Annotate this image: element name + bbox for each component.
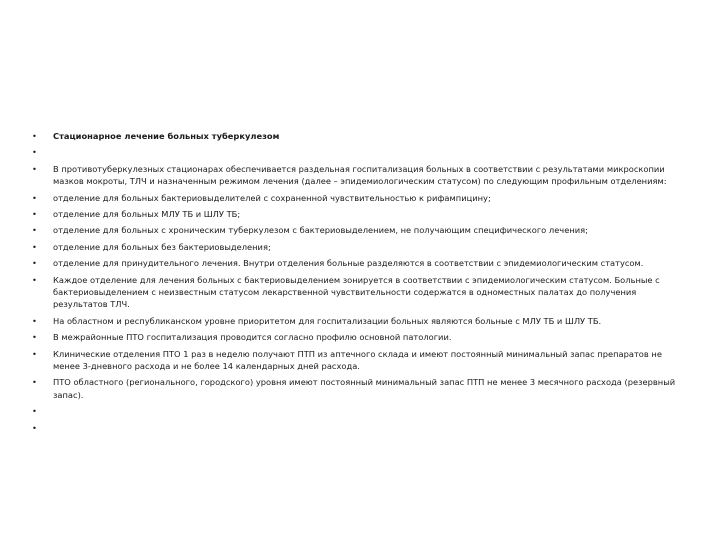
bullet-icon: • — [32, 131, 37, 141]
list-item-text: На областном и республиканском уровне приоритетом для госпитализации больных являются больные с МЛУ ТБ и ШЛУ ТБ. — [53, 315, 602, 326]
list-item — [30, 224, 690, 236]
bullet-icon: • — [32, 147, 37, 158]
slide-content — [30, 130, 690, 438]
list-item — [30, 348, 690, 373]
heading-list-item — [30, 130, 690, 142]
list-item-text: ПТО областного (регионального, городского) уровня имеют постоянный минимальный запас ПТП не менее 3 месячного расхода (резервный запас). — [53, 377, 676, 400]
list-item — [30, 208, 690, 220]
list-item-text: отделение для принудительного лечения. Внутри отделения больные разделяются в соответствии с эпидемиологическим статусом. — [53, 258, 644, 269]
list-item — [30, 376, 690, 401]
list-item-text: В противотуберкулезных стационарах обеспечивается раздельная госпитализация больных в соответствии с результатами микроскопии мазков мокроты, ТЛЧ и назначенным режимом лечения (далее – эпидемиологическим статусом) по следующим профильным отделениям: — [53, 163, 667, 187]
bullet-icon: • — [32, 225, 37, 236]
bullet-icon: • — [32, 332, 37, 343]
list-item-text: Клинические отделения ПТО 1 раз в неделю получают ПТП из аптечного склада и имеют постоянный минимальный запас препаратов не менее 3-дневного расхода и не более 14 календарных дней расхода. — [53, 348, 662, 372]
list-item — [30, 422, 690, 434]
list-item — [30, 331, 690, 343]
list-item — [30, 163, 690, 188]
list-item-text: отделение для больных МЛУ ТБ и ШЛУ ТБ; — [53, 209, 241, 220]
bullet-icon: • — [32, 192, 37, 203]
list-item-text: Каждое отделение для лечения больных с бактериовыделением зонируется в соответствии с эпидемиологическим статусом. Больные с бактериовыделением с неизвестным статусом лекарственной чувствительности содержатся в одноместных палатах до получения результатов ТЛЧ. — [53, 274, 660, 310]
list-item — [30, 241, 690, 253]
bullet-icon: • — [32, 406, 37, 417]
bullet-icon: • — [32, 241, 37, 252]
list-item — [30, 257, 690, 269]
bullet-icon: • — [32, 258, 37, 269]
list-item-text: отделение для больных с хроническим туберкулезом с бактериовыделением, не получающим специфического лечения; — [53, 225, 588, 236]
bullet-icon: • — [32, 209, 37, 220]
bullet-icon: • — [32, 422, 37, 433]
bullet-icon: • — [32, 163, 37, 174]
list-item — [30, 274, 690, 311]
list-item — [30, 405, 690, 417]
list-item — [30, 146, 690, 158]
bullet-icon: • — [32, 377, 37, 388]
bullet-icon: • — [32, 274, 37, 285]
list-item-text: Стационарное лечение больных туберкулезом — [53, 131, 280, 141]
list-item-text: отделение для больных бактериовыделителей с сохраненной чувствительностью к рифампицину; — [53, 192, 491, 203]
list-item-text: отделение для больных без бактериовыделения; — [53, 241, 271, 252]
bullet-icon: • — [32, 315, 37, 326]
list-item-text: В межрайонные ПТО госпитализация проводится согласно профилю основной патологии. — [53, 332, 452, 343]
bullet-list — [30, 130, 690, 434]
list-item — [30, 315, 690, 327]
list-item — [30, 192, 690, 204]
bullet-icon: • — [32, 348, 37, 359]
